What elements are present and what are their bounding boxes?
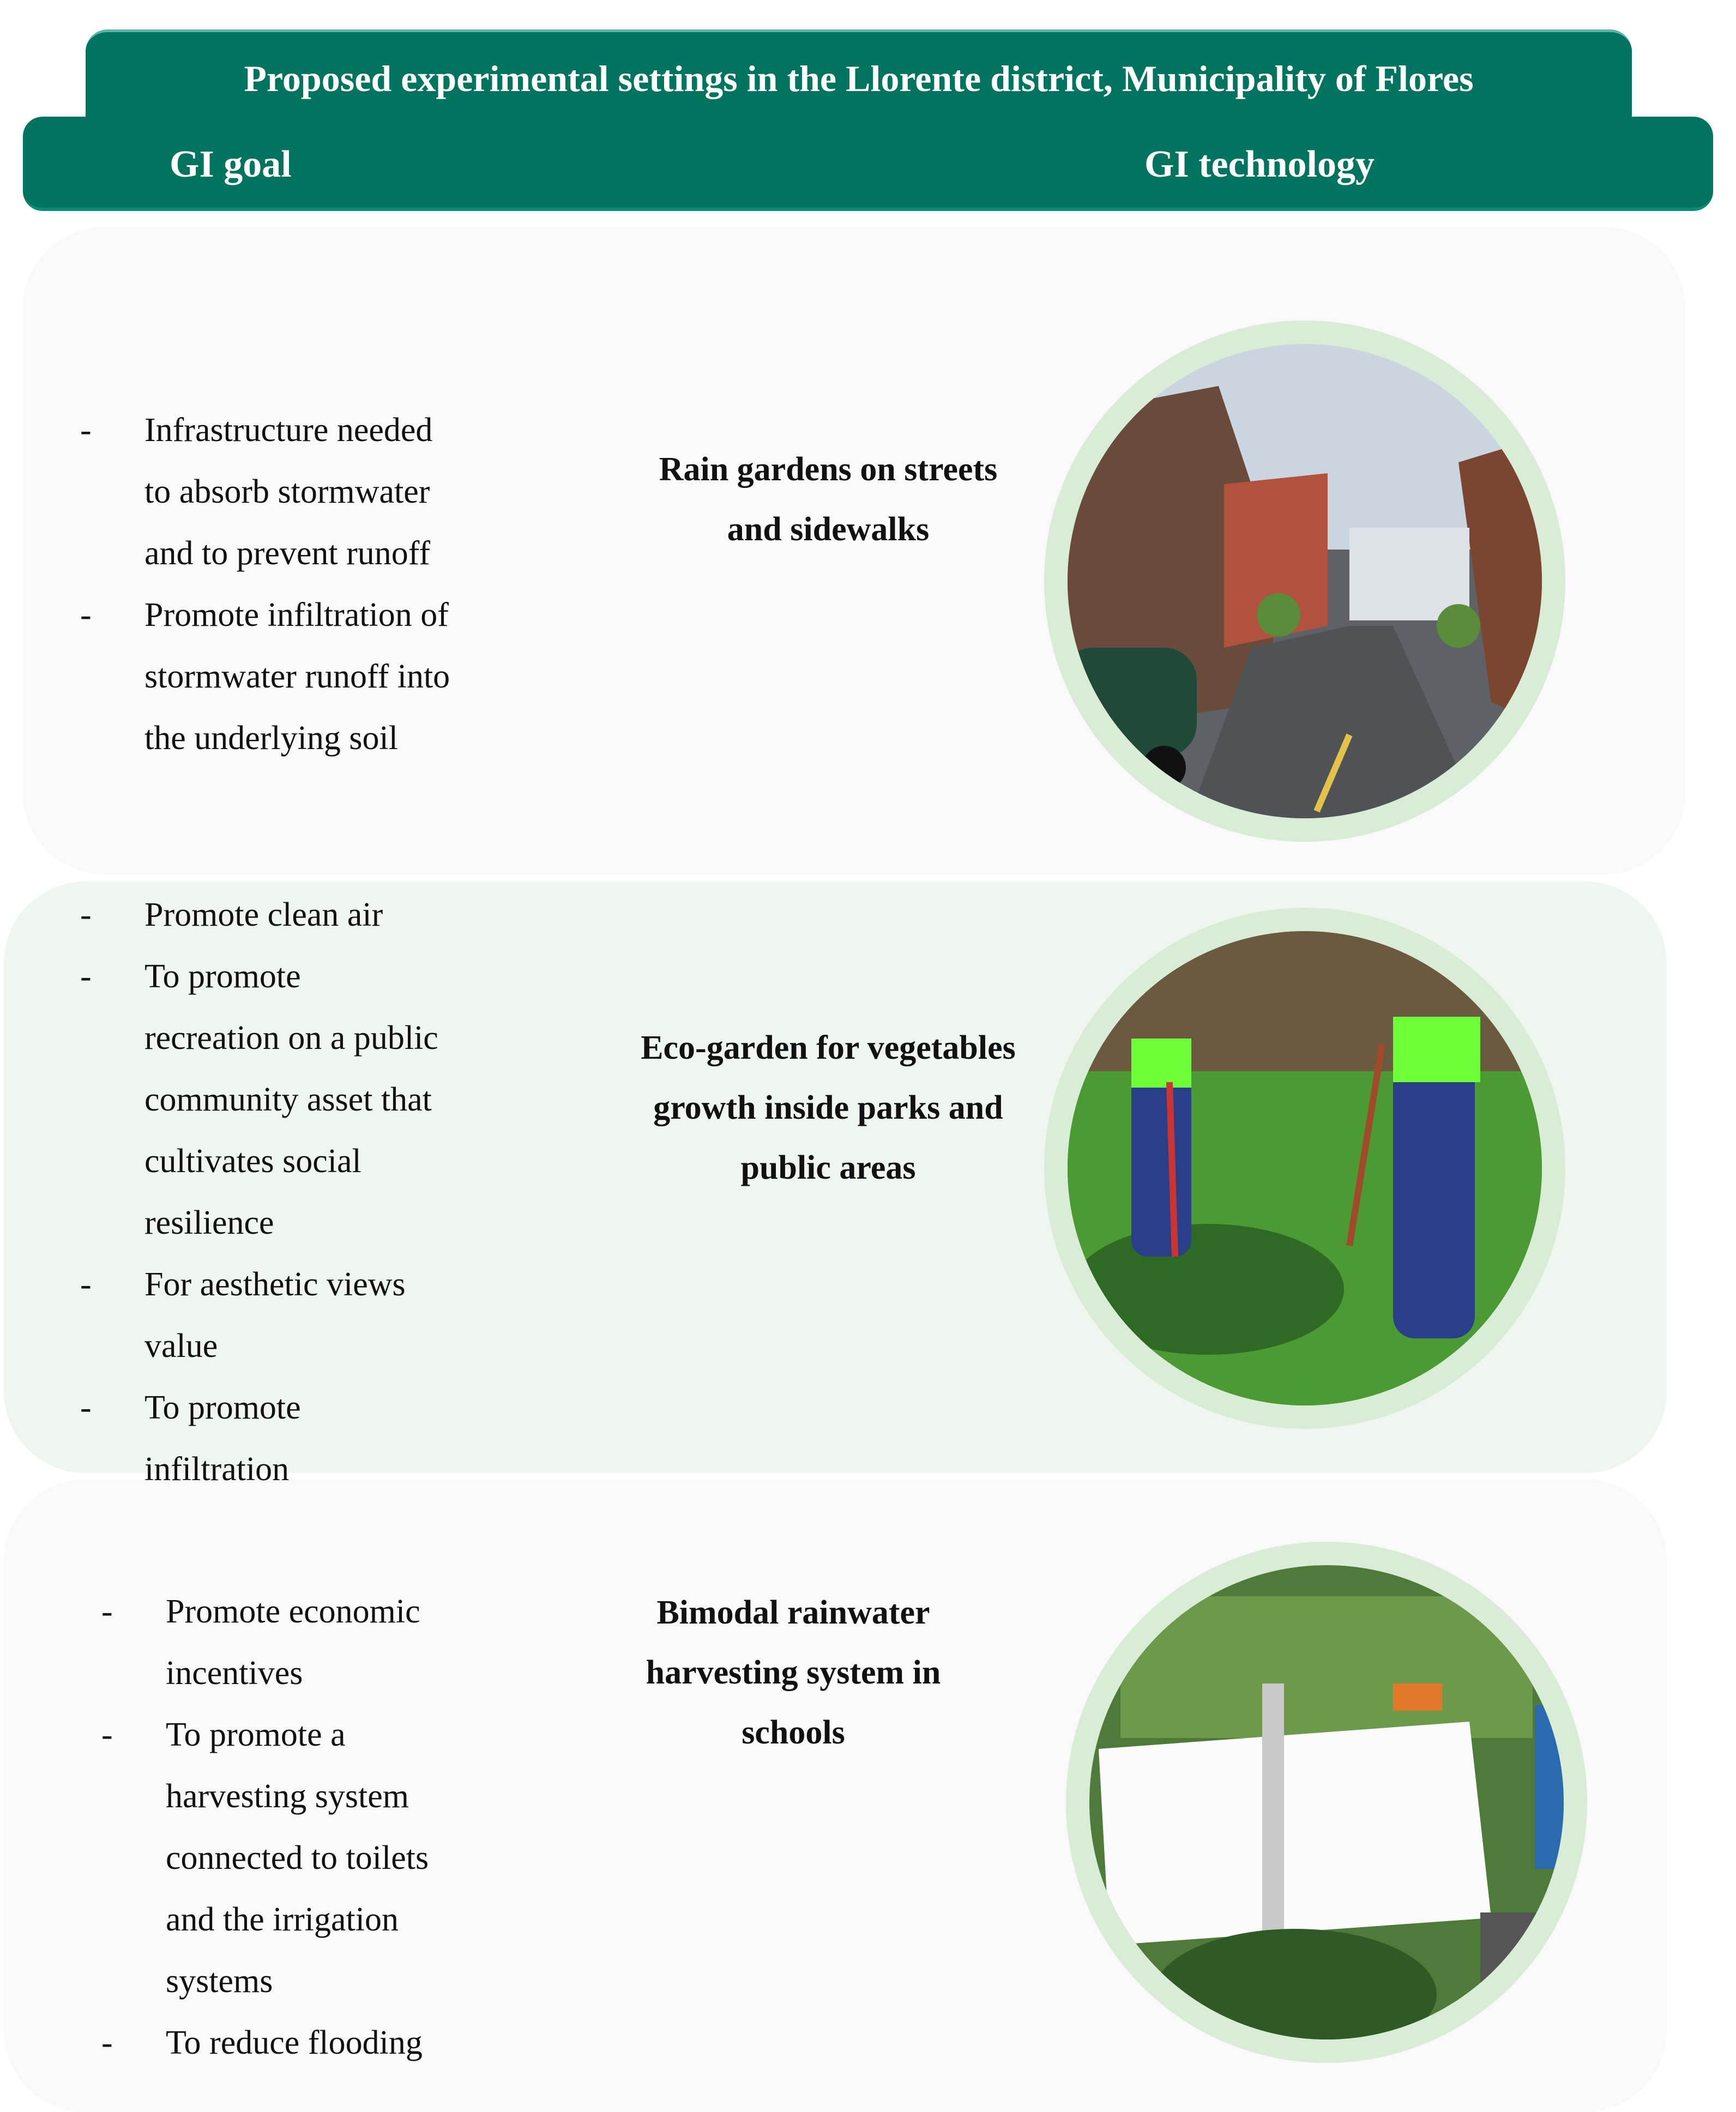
technology-label: Bimodal rainwater harvesting system in schools [646,1594,941,1751]
bullet-dash: - [101,1593,113,1630]
goal-item [80,1377,438,1500]
street-photo [1044,321,1565,842]
technology-label: Rain gardens on streets and sidewalks [659,451,998,548]
goal-line: connected to toilets [166,1839,429,1876]
goal-line: and to prevent runoff [144,535,430,572]
goal-list [101,1581,429,2074]
goal-line: resilience [144,1204,274,1241]
goal-line: and the irrigation [166,1901,399,1938]
goal-item [101,1704,429,2012]
goal-item [80,884,438,946]
goal-line: cultivates social [144,1143,361,1180]
goal-line: recreation on a public [144,1019,438,1057]
goal-line: stormwater runoff into [144,658,450,695]
bullet-dash: - [101,2024,113,2061]
goal-line: To reduce flooding [166,2024,423,2061]
garden-photo [1044,908,1565,1429]
technology-label: Eco-garden for vegetables growth inside parks and public areas [641,1029,1016,1186]
goal-item [80,400,450,584]
goal-line: Promote infiltration of [144,596,449,633]
goal-line: Infrastructure needed [144,412,433,449]
goal-list [80,400,450,769]
bullet-dash: - [80,1389,92,1426]
bullet-dash: - [80,958,92,995]
goal-line: community asset that [144,1081,432,1118]
goal-line: To promote [144,1389,301,1426]
column-header-goal: GI goal [170,143,292,185]
goal-line: infiltration [144,1451,290,1488]
goal-line: For aesthetic views [144,1266,406,1303]
goal-item [101,2012,429,2074]
goal-line: value [144,1327,218,1365]
goal-line: systems [166,1963,273,2000]
goal-line: harvesting system [166,1778,409,1815]
goal-line: Promote clean air [144,896,383,933]
bullet-dash: - [101,1716,113,1753]
goal-line: To promote a [166,1716,346,1753]
goal-line: to absorb stormwater [144,473,430,510]
bullet-dash: - [80,1266,92,1303]
goal-line: Promote economic [166,1593,420,1630]
goal-item [80,946,438,1254]
goal-line: the underlying soil [144,720,398,757]
aerial-school-photo [1066,1542,1587,2063]
goal-line: incentives [166,1655,303,1692]
goal-line: To promote [144,958,301,995]
bullet-dash: - [80,412,92,449]
goal-item [80,1254,438,1377]
goal-item [101,1581,429,1704]
bullet-dash: - [80,596,92,633]
column-header-technology: GI technology [1144,143,1375,185]
goal-item [80,584,450,769]
goal-list [80,884,438,1500]
table-title: Proposed experimental settings in the Llorente district, Municipality of Flores [244,58,1474,99]
bullet-dash: - [80,896,92,933]
